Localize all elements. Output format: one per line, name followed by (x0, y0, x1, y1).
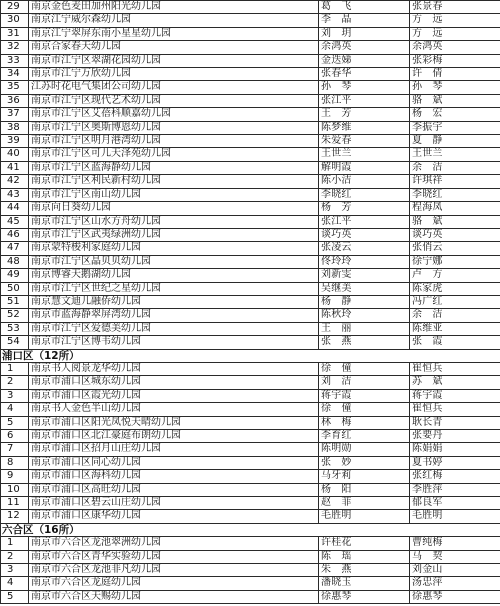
kindergarten-name: 南京合家春天幼儿园 (29, 41, 319, 54)
row-number: 1 (1, 362, 29, 375)
row-number: 44 (1, 202, 29, 215)
table-row (1, 443, 500, 456)
table-body (1, 1, 500, 604)
kindergarten-name: 南京市江宁区奥斯博恩幼儿园 (29, 121, 319, 134)
kindergarten-name: 南京向日葵幼儿园 (29, 202, 319, 215)
kindergarten-name: 南京市浦口区城东幼儿园 (29, 376, 319, 389)
row-number: 42 (1, 175, 29, 188)
row-number: 2 (1, 376, 29, 389)
person-1: 解明霞 (319, 161, 410, 174)
kindergarten-name: 南京市浦口区北江豪庭布朗幼儿园 (29, 430, 319, 443)
table-row (1, 148, 500, 161)
section-title: 六合区（16所） (1, 523, 500, 536)
person-2: 曹纯梅 (410, 537, 500, 550)
kindergarten-name: 南京市江宁区爱德美幼儿园 (29, 322, 319, 335)
person-1: 李 晶 (319, 14, 410, 27)
person-1: 王 丽 (319, 322, 410, 335)
table-row (1, 550, 500, 563)
row-number: 6 (1, 430, 29, 443)
person-2: 许琪祥 (410, 175, 500, 188)
kindergarten-name: 南京市江宁区明月港湾幼儿园 (29, 135, 319, 148)
kindergarten-name: 南京江宁威尔森幼儿园 (29, 14, 319, 27)
person-2: 张俏云 (410, 242, 500, 255)
person-1: 张春华 (319, 68, 410, 81)
table-row (1, 269, 500, 282)
section-header-row (1, 523, 500, 536)
kindergarten-name: 南京书人阅景龙华幼儿园 (29, 362, 319, 375)
person-1: 刘 洁 (319, 376, 410, 389)
person-2: 陈家虎 (410, 282, 500, 295)
table-row (1, 577, 500, 590)
row-number: 3 (1, 389, 29, 402)
person-2: 崔恒兵 (410, 403, 500, 416)
kindergarten-name: 南京市江宁区翠湖花园幼儿园 (29, 54, 319, 67)
row-number: 12 (1, 510, 29, 523)
person-1: 许桂花 (319, 537, 410, 550)
table-row (1, 27, 500, 40)
table-row (1, 510, 500, 523)
table-row (1, 1, 500, 14)
person-2: 耿长青 (410, 416, 500, 429)
table-row (1, 336, 500, 349)
person-1: 徐 僮 (319, 403, 410, 416)
person-1: 张江平 (319, 94, 410, 107)
kindergarten-name: 南京慧文迪儿融侨幼儿园 (29, 295, 319, 308)
table-row (1, 403, 500, 416)
person-2: 骆 斌 (410, 215, 500, 228)
row-number: 8 (1, 456, 29, 469)
table-row (1, 188, 500, 201)
row-number: 33 (1, 54, 29, 67)
person-1: 王 芳 (319, 108, 410, 121)
kindergarten-name: 南京蒙特梭利家庭幼儿园 (29, 242, 319, 255)
table-row (1, 470, 500, 483)
kindergarten-name: 南京市六合区龙池非凡幼儿园 (29, 564, 319, 577)
kindergarten-name: 南京市江宁区武夷绿洲幼儿园 (29, 228, 319, 241)
person-1: 张凌云 (319, 242, 410, 255)
person-1: 杨 静 (319, 295, 410, 308)
person-1: 朱 燕 (319, 564, 410, 577)
person-1: 陈小洁 (319, 175, 410, 188)
kindergarten-name: 南京市江宁区山水方舟幼儿园 (29, 215, 319, 228)
person-2: 程海凤 (410, 202, 500, 215)
kindergarten-name: 江苏时花电气集团公司幼儿园 (29, 81, 319, 94)
kindergarten-name: 南京书人金色半山幼儿园 (29, 403, 319, 416)
person-2: 徐宁娜 (410, 255, 500, 268)
row-number: 54 (1, 336, 29, 349)
row-number: 11 (1, 497, 29, 510)
person-2: 郁良军 (410, 497, 500, 510)
person-1: 吴继美 (319, 282, 410, 295)
person-1: 毛胜明 (319, 510, 410, 523)
kindergarten-name: 南京市江宁区蓝海静幼儿园 (29, 161, 319, 174)
table-row (1, 564, 500, 577)
kindergarten-name: 南京市江宁区博韦幼儿园 (29, 336, 319, 349)
person-2: 崔恒兵 (410, 362, 500, 375)
kindergarten-name: 南京市浦口区康华幼儿园 (29, 510, 319, 523)
kindergarten-name: 南京市江宁区南山幼儿园 (29, 188, 319, 201)
person-2: 张红梅 (410, 470, 500, 483)
kindergarten-name: 南京市六合区青华实验幼儿园 (29, 550, 319, 563)
person-2: 许 倩 (410, 68, 500, 81)
table-row (1, 54, 500, 67)
person-1: 张江平 (319, 215, 410, 228)
person-1: 金迭娣 (319, 54, 410, 67)
person-2: 余 洁 (410, 161, 500, 174)
kindergarten-name: 南京市浦口区高旺幼儿园 (29, 483, 319, 496)
row-number: 41 (1, 161, 29, 174)
row-number: 52 (1, 309, 29, 322)
person-2: 杨 宏 (410, 108, 500, 121)
row-number: 29 (1, 1, 29, 14)
section-title: 浦口区（12所） (1, 349, 500, 362)
person-2: 李胜萍 (410, 483, 500, 496)
kindergarten-name: 南京市六合区龙庭幼儿园 (29, 577, 319, 590)
person-2: 李晓红 (410, 188, 500, 201)
table-row (1, 430, 500, 443)
person-1: 陈 瑶 (319, 550, 410, 563)
kindergarten-name: 南京金色麦田加州阳光幼儿园 (29, 1, 319, 14)
person-2: 方 远 (410, 27, 500, 40)
person-1: 蒋宇霞 (319, 389, 410, 402)
kindergarten-name: 南京市浦口区海科幼儿园 (29, 470, 319, 483)
person-1: 徐惠琴 (319, 590, 410, 603)
section-header-row (1, 349, 500, 362)
table-row (1, 161, 500, 174)
row-number: 35 (1, 81, 29, 94)
table-row (1, 94, 500, 107)
kindergarten-name: 南京市江宁万欣幼儿园 (29, 68, 319, 81)
table-row (1, 242, 500, 255)
row-number: 48 (1, 255, 29, 268)
person-2: 王世兰 (410, 148, 500, 161)
row-number: 31 (1, 27, 29, 40)
person-2: 余 洁 (410, 309, 500, 322)
kindergarten-name: 南京市江宁区可儿天泽苑幼儿园 (29, 148, 319, 161)
row-number: 3 (1, 564, 29, 577)
person-2: 汤忠萍 (410, 577, 500, 590)
person-2: 李振宇 (410, 121, 500, 134)
person-2: 张彩梅 (410, 54, 500, 67)
person-2: 谈巧英 (410, 228, 500, 241)
kindergarten-name: 南京市浦口区碧云山庄幼儿园 (29, 497, 319, 510)
person-1: 张 妙 (319, 456, 410, 469)
table-row (1, 228, 500, 241)
person-2: 陈维亚 (410, 322, 500, 335)
person-1: 徐 僮 (319, 362, 410, 375)
table-row (1, 202, 500, 215)
kindergarten-name: 南京市江宁区世纪之星幼儿园 (29, 282, 319, 295)
kindergarten-name: 南京市浦口区同心幼儿园 (29, 456, 319, 469)
person-2: 陈娟娟 (410, 443, 500, 456)
person-2: 夏书婷 (410, 456, 500, 469)
person-1: 张 燕 (319, 336, 410, 349)
person-1: 潘晓玉 (319, 577, 410, 590)
row-number: 51 (1, 295, 29, 308)
table-row (1, 121, 500, 134)
row-number: 49 (1, 269, 29, 282)
person-2: 张要丹 (410, 430, 500, 443)
person-2: 骆 斌 (410, 94, 500, 107)
row-number: 38 (1, 121, 29, 134)
table-row (1, 537, 500, 550)
person-1: 刘 玥 (319, 27, 410, 40)
person-2: 张景春 (410, 1, 500, 14)
row-number: 39 (1, 135, 29, 148)
kindergarten-name: 南京市江宁区现代艺术幼儿园 (29, 94, 319, 107)
kindergarten-name: 南京市浦口区招月山庄幼儿园 (29, 443, 319, 456)
person-1: 余鸿英 (319, 41, 410, 54)
table-row (1, 309, 500, 322)
person-1: 陈明勋 (319, 443, 410, 456)
table-row (1, 483, 500, 496)
row-number: 9 (1, 470, 29, 483)
person-2: 冯广红 (410, 295, 500, 308)
person-2: 徐惠琴 (410, 590, 500, 603)
table-row (1, 590, 500, 603)
row-number: 1 (1, 537, 29, 550)
person-1: 马牙莉 (319, 470, 410, 483)
row-number: 36 (1, 94, 29, 107)
person-2: 孙 琴 (410, 81, 500, 94)
table-row (1, 282, 500, 295)
row-number: 4 (1, 403, 29, 416)
person-1: 陈梦维 (319, 121, 410, 134)
person-2: 张 霞 (410, 336, 500, 349)
table-row (1, 215, 500, 228)
person-1: 赵 菲 (319, 497, 410, 510)
row-number: 7 (1, 443, 29, 456)
table-row (1, 68, 500, 81)
person-1: 林 梅 (319, 416, 410, 429)
row-number: 4 (1, 577, 29, 590)
row-number: 43 (1, 188, 29, 201)
table-row (1, 108, 500, 121)
row-number: 2 (1, 550, 29, 563)
person-1: 葛 飞 (319, 1, 410, 14)
table-row (1, 456, 500, 469)
table-row (1, 376, 500, 389)
kindergarten-name: 南京市蓝海静翠屏湾幼儿园 (29, 309, 319, 322)
row-number: 47 (1, 242, 29, 255)
kindergarten-name: 南京博睿天鹅湖幼儿园 (29, 269, 319, 282)
person-1: 朱爱春 (319, 135, 410, 148)
row-number: 45 (1, 215, 29, 228)
person-1: 杨 芳 (319, 202, 410, 215)
person-1: 陈秋玲 (319, 309, 410, 322)
person-1: 王世兰 (319, 148, 410, 161)
kindergarten-name: 南京市浦口区阳光凤悦天晴幼儿园 (29, 416, 319, 429)
row-number: 32 (1, 41, 29, 54)
row-number: 30 (1, 14, 29, 27)
row-number: 53 (1, 322, 29, 335)
table-row (1, 322, 500, 335)
kindergarten-name: 南京市江宁区利民新村幼儿园 (29, 175, 319, 188)
kindergarten-name: 南京市六合区天赐幼儿园 (29, 590, 319, 603)
table-row (1, 416, 500, 429)
table-row (1, 81, 500, 94)
person-2: 余鸿英 (410, 41, 500, 54)
row-number: 34 (1, 68, 29, 81)
row-number: 37 (1, 108, 29, 121)
person-1: 杨 阳 (319, 483, 410, 496)
kindergarten-name: 南京市江宁区晶贝贝幼儿园 (29, 255, 319, 268)
kindergarten-name: 南京市浦口区霞光幼儿园 (29, 389, 319, 402)
table-row (1, 41, 500, 54)
table-row (1, 295, 500, 308)
person-1: 佟玲玲 (319, 255, 410, 268)
person-2: 蒋宇霞 (410, 389, 500, 402)
kindergarten-name: 南京江宁翠屏东南小星星幼儿园 (29, 27, 319, 40)
kindergarten-name: 南京市六合区龙池翠洲幼儿园 (29, 537, 319, 550)
person-2: 苏 斌 (410, 376, 500, 389)
table-row (1, 14, 500, 27)
kindergarten-name: 南京市江宁区艾蓓科顺嘉幼儿园 (29, 108, 319, 121)
row-number: 40 (1, 148, 29, 161)
person-2: 毛胜明 (410, 510, 500, 523)
row-number: 50 (1, 282, 29, 295)
person-1: 李晓红 (319, 188, 410, 201)
table-row (1, 362, 500, 375)
row-number: 5 (1, 590, 29, 603)
table-row (1, 135, 500, 148)
person-2: 夏 静 (410, 135, 500, 148)
person-1: 刘新雯 (319, 269, 410, 282)
person-2: 马 契 (410, 550, 500, 563)
row-number: 46 (1, 228, 29, 241)
row-number: 10 (1, 483, 29, 496)
table-row (1, 255, 500, 268)
person-1: 谈巧英 (319, 228, 410, 241)
person-2: 卢 方 (410, 269, 500, 282)
person-1: 孙 琴 (319, 81, 410, 94)
row-number: 5 (1, 416, 29, 429)
table-row (1, 389, 500, 402)
person-1: 李育红 (319, 430, 410, 443)
table-row (1, 175, 500, 188)
table-row (1, 497, 500, 510)
person-2: 刘金山 (410, 564, 500, 577)
person-2: 方 远 (410, 14, 500, 27)
